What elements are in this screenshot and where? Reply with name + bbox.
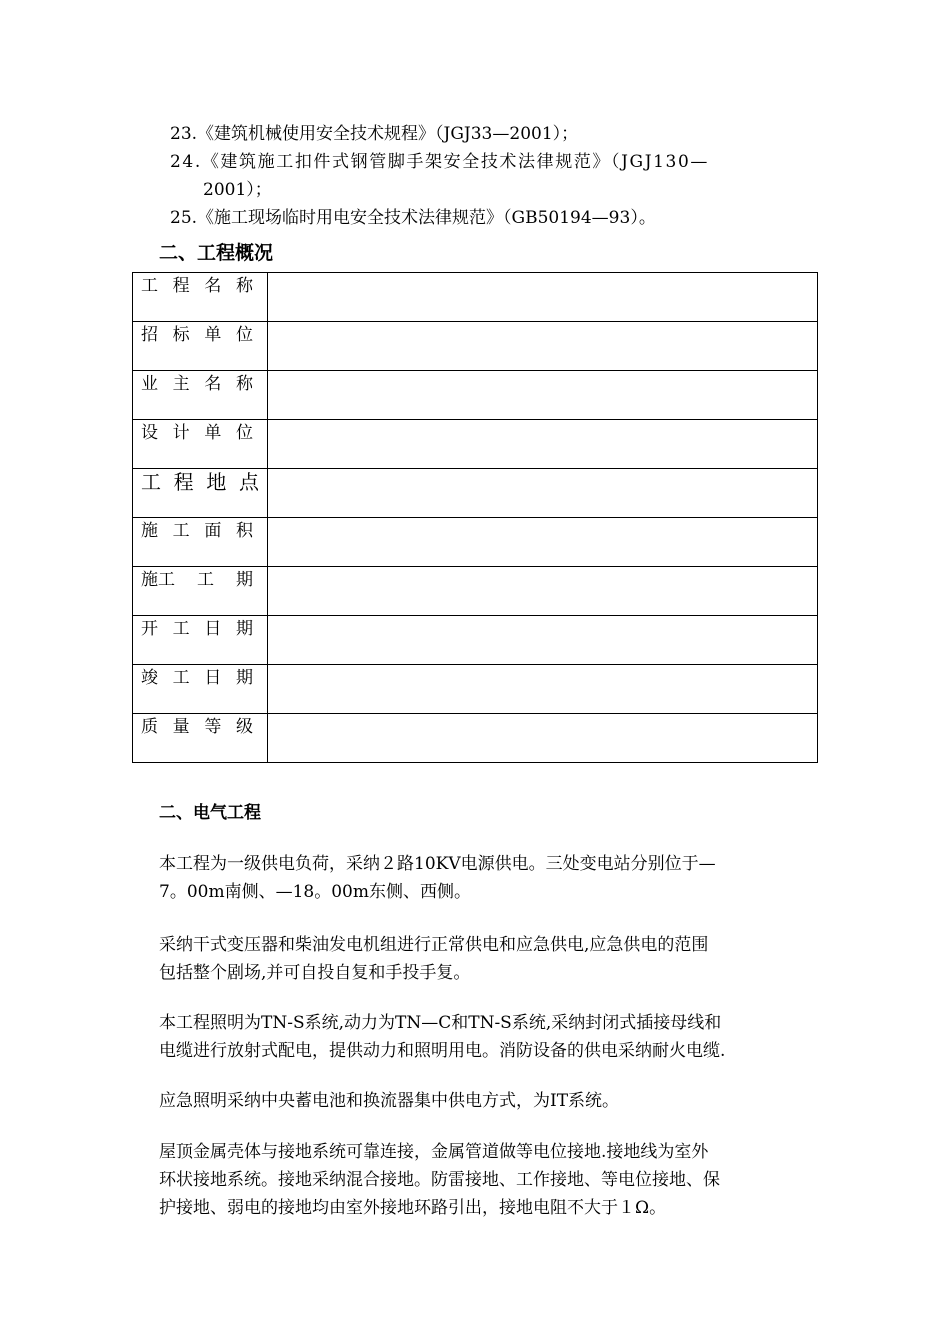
label-char: 称 bbox=[235, 276, 253, 296]
row-label bbox=[133, 322, 268, 371]
table-row bbox=[133, 420, 818, 469]
row-value bbox=[268, 469, 818, 518]
label-char: 级 bbox=[235, 717, 253, 737]
label-char: 日 bbox=[204, 619, 222, 639]
table-row bbox=[133, 567, 818, 616]
label-char: 工 bbox=[141, 276, 158, 296]
label-char: 单 bbox=[204, 423, 222, 443]
label-char: 等 bbox=[204, 717, 222, 737]
label-char: 日 bbox=[204, 668, 222, 688]
paragraph-line: 包括整个剧场,并可自投自复和手投手复。 bbox=[159, 963, 471, 983]
label-char: 程 bbox=[172, 276, 190, 296]
label-char: 工 bbox=[172, 668, 190, 688]
paragraph-emergency-lighting bbox=[159, 1087, 799, 1115]
paragraph-line: 采纳干式变压器和柴油发电机组进行正常供电和应急供电,应急供电的范围 bbox=[159, 935, 709, 955]
label-char: 位 bbox=[235, 325, 253, 345]
row-value bbox=[268, 420, 818, 469]
table-row bbox=[133, 714, 818, 763]
label-char: 施 bbox=[141, 521, 158, 541]
reference-item-23: 23.《建筑机械使用安全技术规程》（JGJ33—2001）； bbox=[170, 124, 579, 144]
label-char: 地 bbox=[206, 470, 227, 494]
paragraph-line: 本工程为一级供电负荷，采纳２路10KV电源供电。三处变电站分别位于— bbox=[159, 854, 716, 874]
row-value bbox=[268, 567, 818, 616]
row-label bbox=[133, 371, 268, 420]
project-overview-table bbox=[132, 272, 818, 763]
row-value bbox=[268, 371, 818, 420]
label-char: 期 bbox=[235, 619, 253, 639]
table-row bbox=[133, 518, 818, 567]
table-row bbox=[133, 371, 818, 420]
label-char: 主 bbox=[172, 374, 190, 394]
row-value bbox=[268, 714, 818, 763]
row-label bbox=[133, 420, 268, 469]
row-value bbox=[268, 616, 818, 665]
reference-item-24-continued: 2001）； bbox=[203, 180, 272, 200]
label-char: 标 bbox=[172, 325, 190, 345]
label-char: 位 bbox=[235, 423, 253, 443]
reference-item-25: 25.《施工现场临时用电安全技术法律规范》（GB50194—93）。 bbox=[170, 208, 656, 228]
label-char: 程 bbox=[173, 470, 194, 494]
label-char: 工 bbox=[172, 521, 190, 541]
label-char: 面 bbox=[204, 521, 222, 541]
row-value bbox=[268, 665, 818, 714]
paragraph-line: 本工程照明为TN-S系统,动力为TN—C和TN-S系统,采纳封闭式插接母线和 bbox=[159, 1013, 722, 1033]
table-row bbox=[133, 469, 818, 518]
label-char: 招 bbox=[141, 325, 158, 345]
label-char: 竣 bbox=[141, 668, 158, 688]
table-row bbox=[133, 665, 818, 714]
row-value bbox=[268, 518, 818, 567]
label-char: 单 bbox=[204, 325, 222, 345]
row-label bbox=[133, 616, 268, 665]
label-char: 计 bbox=[172, 423, 190, 443]
row-label bbox=[133, 665, 268, 714]
label-char: 施工 bbox=[141, 570, 175, 590]
label-char: 工 bbox=[141, 470, 161, 494]
table-row bbox=[133, 616, 818, 665]
label-char: 名 bbox=[204, 276, 222, 296]
paragraph-grounding bbox=[159, 1138, 799, 1222]
paragraph-line: 环状接地系统。接地采纳混合接地。防雷接地、工作接地、等电位接地、保 bbox=[159, 1170, 720, 1190]
label-char: 积 bbox=[235, 521, 253, 541]
paragraph-transformers bbox=[159, 931, 799, 987]
label-char: 业 bbox=[141, 374, 158, 394]
section-title-electrical: 二、电气工程 bbox=[159, 803, 261, 823]
paragraph-distribution bbox=[159, 1009, 799, 1065]
label-char: 工 bbox=[172, 619, 190, 639]
label-char: 期 bbox=[236, 570, 253, 590]
label-char: 工 bbox=[197, 570, 214, 590]
row-label bbox=[133, 518, 268, 567]
label-char: 期 bbox=[235, 668, 253, 688]
row-label bbox=[133, 567, 268, 616]
table-row bbox=[133, 273, 818, 322]
label-char: 开 bbox=[141, 619, 158, 639]
row-label bbox=[133, 273, 268, 322]
paragraph-line: 护接地、弱电的接地均由室外接地环路引出，接地电阻不大于１Ω。 bbox=[159, 1198, 667, 1218]
row-value bbox=[268, 322, 818, 371]
paragraph-line: 屋顶金属壳体与接地系统可靠连接，金属管道做等电位接地.接地线为室外 bbox=[159, 1142, 709, 1162]
label-char: 名 bbox=[204, 374, 222, 394]
row-label bbox=[133, 469, 268, 518]
paragraph-line: 应急照明采纳中央蓄电池和换流器集中供电方式，为IT系统。 bbox=[159, 1091, 620, 1111]
table-row bbox=[133, 322, 818, 371]
label-char: 量 bbox=[172, 717, 190, 737]
row-value bbox=[268, 273, 818, 322]
section-title-overview: 二、工程概况 bbox=[159, 242, 274, 264]
paragraph-line: 7。00m南侧、—18。00m东侧、西侧。 bbox=[159, 882, 471, 902]
label-char: 设 bbox=[141, 423, 158, 443]
reference-item-24: 24.《建筑施工扣件式钢管脚手架安全技术法律规范》（JGJ130— bbox=[170, 152, 709, 172]
paragraph-power-supply bbox=[159, 850, 799, 906]
paragraph-line: 电缆进行放射式配电，提供动力和照明用电。消防设备的供电采纳耐火电缆. bbox=[159, 1041, 726, 1061]
label-char: 称 bbox=[235, 374, 253, 394]
row-label bbox=[133, 714, 268, 763]
label-char: 点 bbox=[238, 470, 259, 494]
label-char: 质 bbox=[141, 717, 158, 737]
